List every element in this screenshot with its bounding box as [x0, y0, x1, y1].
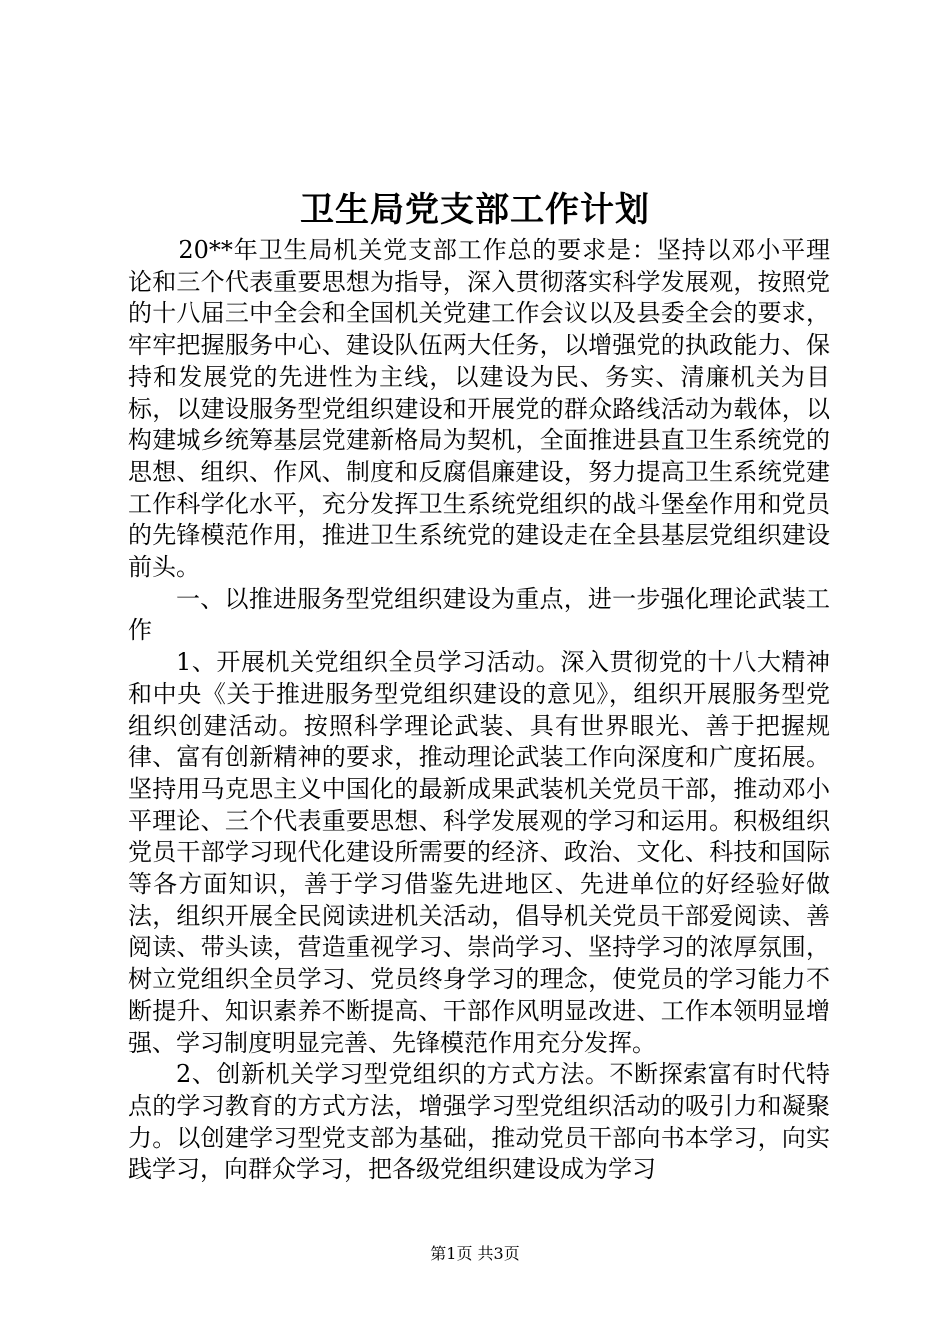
page-footer: 第1页 共3页: [430, 1244, 520, 1263]
document-title: 卫生局党支部工作计划: [300, 190, 650, 230]
section-heading-1: 一、以推进服务型党组织建设为重点，进一步强化理论武装工作: [128, 584, 830, 645]
item-paragraph-2: 2、创新机关学习型党组织的方式方法。不断探索富有时代特点的学习教育的方式方法，增强学习型党组织活动的吸引力和凝聚力。以创建学习型党支部为基础，推动党员干部向书本学习，向实践学习，向群众学习，把各级党组织建设成为学习: [128, 1060, 830, 1184]
item-paragraph-1: 1、开展机关党组织全员学习活动。深入贯彻党的十八大精神和中央《关于推进服务型党组织建设的意见》，组织开展服务型党组织创建活动。按照科学理论武装、具有世界眼光、善于把握规律、富有创新精神的要求，推动理论武装工作向深度和广度拓展。坚持用马克思主义中国化的最新成果武装机关党员干部，推动邓小平理论、三个代表重要思想、科学发展观的学习和运用。积极组织党员干部学习现代化建设所需要的经济、政治、文化、科技和国际等各方面知识，善于学习借鉴先进地区、先进单位的好经验好做法，组织开展全民阅读进机关活动，倡导机关党员干部爱阅读、善阅读、带头读，营造重视学习、崇尚学习、坚持学习的浓厚氛围，树立党组织全员学习、党员终身学习的理念，使党员的学习能力不断提升、知识素养不断提高、干部作风明显改进、工作本领明显增强、学习制度明显完善、先锋模范作用充分发挥。: [128, 648, 830, 1057]
intro-paragraph: 20**年卫生局机关党支部工作总的要求是：坚持以邓小平理论和三个代表重要思想为指导，深入贯彻落实科学发展观，按照党的十八届三中全会和全国机关党建工作会议以及县委全会的要求，牢牢把握服务中心、建设队伍两大任务，以增强党的执政能力、保持和发展党的先进性为主线，以建设为民、务实、清廉机关为目标，以建设服务型党组织建设和开展党的群众路线活动为载体，以构建城乡统筹基层党建新格局为契机，全面推进县直卫生系统党的思想、组织、作风、制度和反腐倡廉建设，努力提高卫生系统党建工作科学化水平，充分发挥卫生系统党组织的战斗堡垒作用和党员的先锋模范作用，推进卫生系统党的建设走在全县基层党组织建设前头。: [128, 236, 830, 582]
document-body: [128, 235, 830, 1186]
